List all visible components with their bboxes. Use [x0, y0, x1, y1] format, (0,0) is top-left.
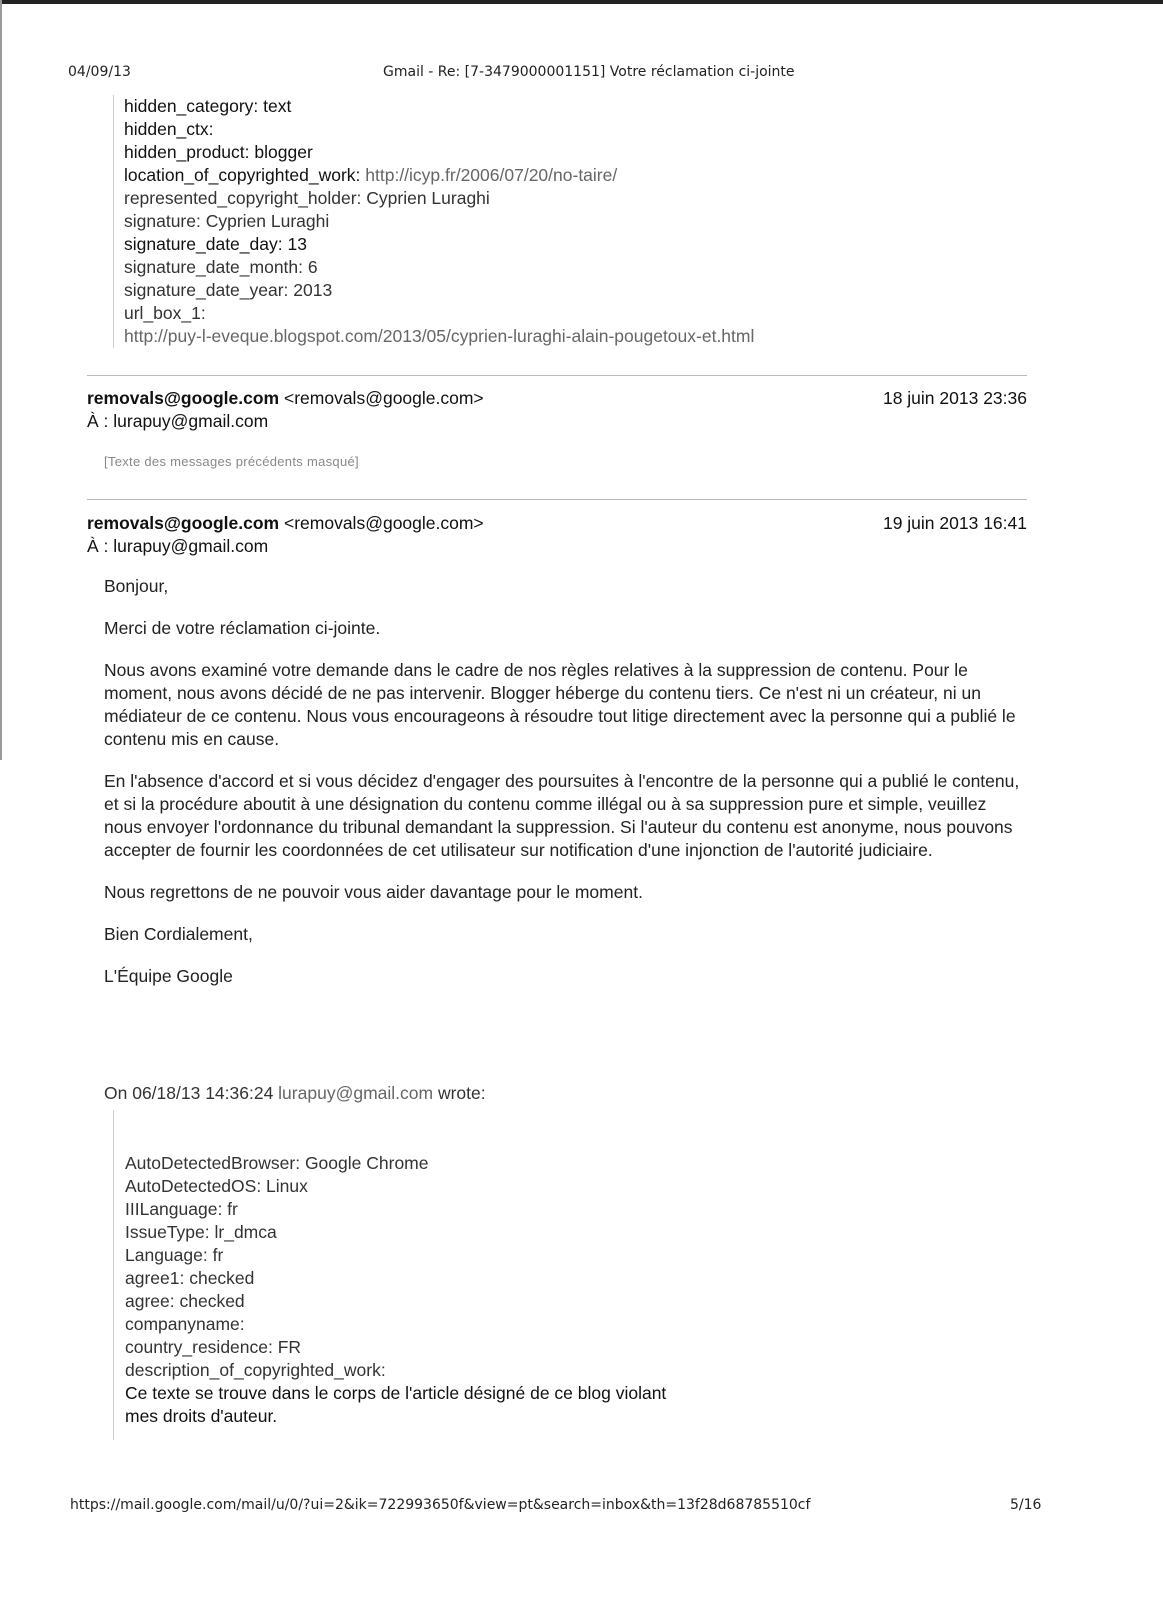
body-paragraph: En l'absence d'accord et si vous décidez d'engager des poursuites à l'encontre de la personne qui a publié le contenu, et si la procédure aboutit à une désignation du contenu comme illégal ou à sa suppression pure et simple, veuillez nous envoyer l'ordonnance du tribunal demandant la suppression. Si l'auteur du contenu est anonyme, nous pouvons accepter de fournir les coordonnées de cet utilisateur sur notification d'une injonction de l'autorité judiciaire.	[104, 771, 1020, 860]
scan-edge	[0, 0, 1163, 4]
quoted-line: signature_date_day: 13	[124, 234, 307, 254]
quoted-line: signature: Cyprien Luraghi	[124, 211, 330, 231]
quoted-line: description_of_copyrighted_work:	[125, 1360, 386, 1380]
message-date: 18 juin 2013 23:36	[882, 388, 1027, 408]
quoted-line: represented_copyright_holder: Cyprien Luraghi	[124, 188, 490, 208]
sender-name: removals@google.com	[87, 388, 280, 408]
quoted-line: companyname:	[125, 1314, 245, 1334]
quoted-line: agree: checked	[125, 1291, 245, 1311]
quoted-line: Language: fr	[125, 1245, 224, 1265]
body-paragraph: L'Équipe Google	[104, 966, 233, 986]
quoted-line: location_of_copyrighted_work: http://icyp.fr/2006/07/20/no-taire/	[124, 165, 618, 185]
quoted-line: mes droits d'auteur.	[125, 1406, 278, 1426]
quoted-line: hidden_ctx:	[124, 119, 214, 139]
copyrighted-work-link[interactable]: http://icyp.fr/2006/07/20/no-taire/	[360, 165, 618, 185]
message-date: 19 juin 2013 16:41	[882, 513, 1027, 533]
quoted-line: IIILanguage: fr	[125, 1199, 238, 1219]
quoted-line: agree1: checked	[125, 1268, 255, 1288]
body-paragraph: Merci de votre réclamation ci-jointe.	[104, 618, 381, 638]
message-divider	[87, 499, 1027, 500]
quoted-line: hidden_category: text	[124, 96, 292, 116]
print-url: https://mail.google.com/mail/u/0/?ui=2&ik=722993650f&view=pt&search=inbox&th=13f28d68785510cf	[70, 1497, 811, 1513]
quoted-form-top	[113, 95, 754, 348]
body-paragraph: Nous avons examiné votre demande dans le cadre de nos règles relatives à la suppression de contenu. Pour le moment, nous avons décidé de ne pas intervenir. Blogger héberge du contenu tiers. Ce n'est ni un créateur, ni un médiateur de ce contenu. Nous vous encourageons à résoudre tout litige directement avec la personne qui a publié le contenu mis en cause.	[104, 660, 1016, 749]
recipient: À : lurapuy@gmail.com	[87, 536, 269, 556]
message-body	[104, 575, 1024, 1007]
quoted-line: Ce texte se trouve dans le corps de l'article désigné de ce blog violant	[125, 1383, 667, 1403]
quoted-line: url_box_1:	[124, 303, 206, 323]
quoted-line: AutoDetectedOS: Linux	[125, 1176, 308, 1196]
body-paragraph: Bien Cordialement,	[104, 924, 253, 944]
quoted-line: signature_date_month: 6	[124, 257, 318, 277]
quoted-form-bottom	[113, 1110, 666, 1440]
quoted-line: country_residence: FR	[125, 1337, 302, 1357]
print-date: 04/09/13	[68, 64, 131, 80]
page-number: 5/16	[1010, 1497, 1042, 1513]
message-divider	[87, 375, 1027, 376]
body-paragraph: Bonjour,	[104, 576, 169, 596]
body-paragraph: Nous regrettons de ne pouvoir vous aider davantage pour le moment.	[104, 882, 643, 902]
quoted-line: IssueType: lr_dmca	[125, 1222, 277, 1242]
sender-email: <removals@google.com>	[279, 388, 484, 408]
hidden-quoted-text-toggle[interactable]: [Texte des messages précédents masqué]	[104, 454, 359, 469]
recipient: À : lurapuy@gmail.com	[87, 411, 269, 431]
message-header-2	[87, 512, 1027, 558]
sender-email: <removals@google.com>	[279, 513, 484, 533]
sender-name: removals@google.com	[87, 513, 280, 533]
quoted-line: hidden_product: blogger	[124, 142, 313, 162]
message-header-1	[87, 387, 1027, 433]
scan-edge-left	[0, 0, 2, 760]
sender-email-link[interactable]: lurapuy@gmail.com	[278, 1083, 434, 1103]
quote-intro: On 06/18/13 14:36:24 lurapuy@gmail.com wrote:	[104, 1083, 486, 1103]
quoted-line: signature_date_year: 2013	[124, 280, 333, 300]
blog-url-link[interactable]: http://puy-l-eveque.blogspot.com/2013/05/cyprien-luraghi-alain-pougetoux-et.html	[124, 326, 755, 346]
print-title: Gmail - Re: [7-3479000001151] Votre réclamation ci-jointe	[383, 64, 795, 80]
quoted-line: AutoDetectedBrowser: Google Chrome	[125, 1153, 429, 1173]
